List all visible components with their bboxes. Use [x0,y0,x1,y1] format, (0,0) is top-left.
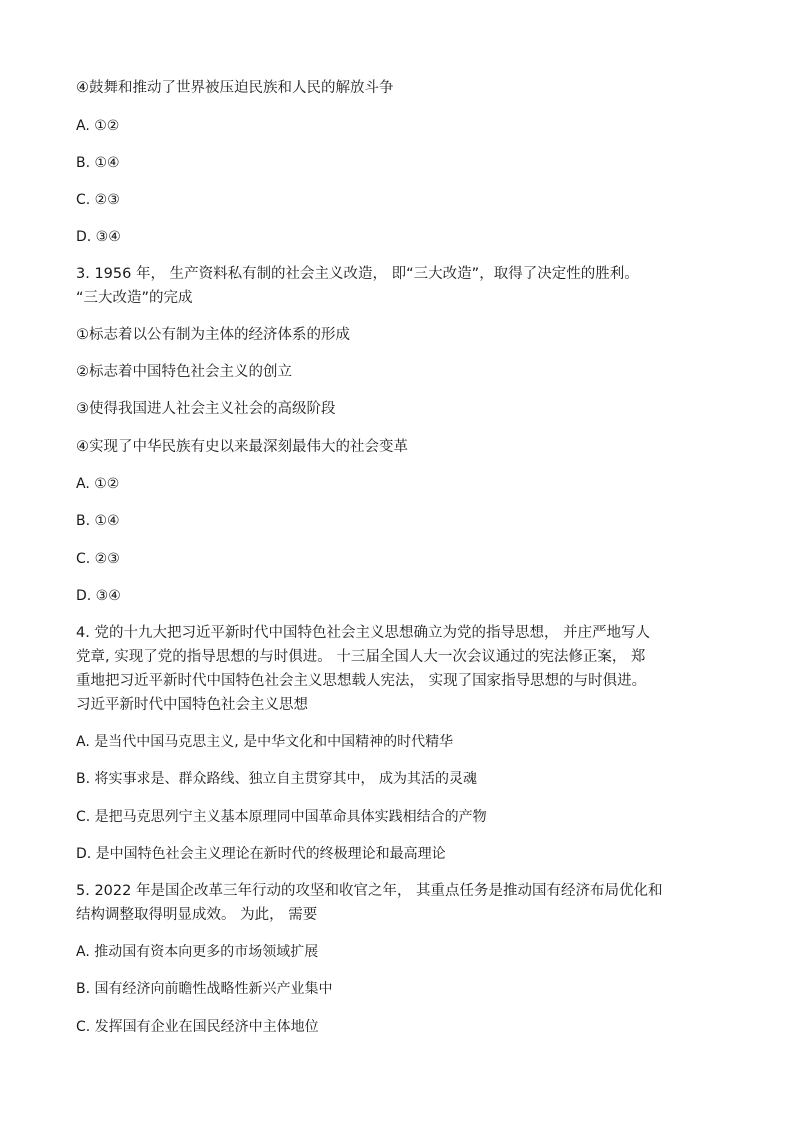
q3-item-3: ③使得我国进人社会主义社会的高级阶段 [76,401,336,417]
q4-option-a: A. 是当代中国马克思主义, 是中华文化和中国精神的时代精华 [76,734,454,750]
q3-option-a: A. ①② [76,476,120,492]
q5-stem-line-2: 结构调整取得明显成效。 为此， 需要 [76,907,318,923]
q4-option-d: D. 是中国特色社会主义理论在新时代的终极理论和最高理论 [76,846,446,862]
q3-stem-line-2: “三大改造”的完成 [76,290,193,306]
q2-option-a: A. ①② [76,118,120,134]
q3-item-4: ④实现了中华民族有史以来最深刻最伟大的社会变革 [76,439,408,455]
q5-option-a: A. 推动国有资本向更多的市场领域扩展 [76,944,319,960]
q4-option-c: C. 是把马克思列宁主义基本原理同中国革命具体实践相结合的产物 [76,809,487,825]
q3-option-c: C. ②③ [76,551,120,567]
q4-option-b: B. 将实事求是、群众路线、独立自主贯穿其中， 成为其活的灵魂 [76,771,477,787]
q4-stem-line-2: 党章, 实现了党的指导思想的与时俱进。 十三届全国人大一次会议通过的宪法修正案， 郑 [76,649,646,665]
q5-option-b: B. 国有经济向前瞻性战略性新兴产业集中 [76,981,333,997]
q3-item-1: ①标志着以公有制为主体的经济体系的形成 [76,327,350,343]
q3-option-d: D. ③④ [76,588,121,604]
q3-option-b: B. ①④ [76,513,120,529]
q2-option-b: B. ①④ [76,155,120,171]
q5-stem-line-1: 5. 2022 年是国企改革三年行动的攻坚和收官之年， 其重点任务是推动国有经济布局优化和 [76,883,663,899]
q4-stem-line-3: 重地把习近平新时代中国特色社会主义思想载人宪法， 实现了国家指导思想的与时俱进。 [76,673,647,689]
q2-option-c: C. ②③ [76,192,120,208]
q2-item-4: ④鼓舞和推动了世界被压迫民族和人民的解放斗争 [76,80,394,96]
q3-item-2: ②标志着中国特色社会主义的创立 [76,364,292,380]
q4-stem-line-4: 习近平新时代中国特色社会主义思想 [76,697,308,713]
q2-option-d: D. ③④ [76,229,121,245]
q5-option-c: C. 发挥国有企业在国民经济中主体地位 [76,1019,319,1035]
q4-stem-line-1: 4. 党的十九大把习近平新时代中国特色社会主义思想确立为党的指导思想， 并庄严地写人 [76,625,651,641]
q3-stem-line-1: 3. 1956 年， 生产资料私有制的社会主义改造， 即“三大改造”，取得了决定性的胜利。 [76,266,639,282]
